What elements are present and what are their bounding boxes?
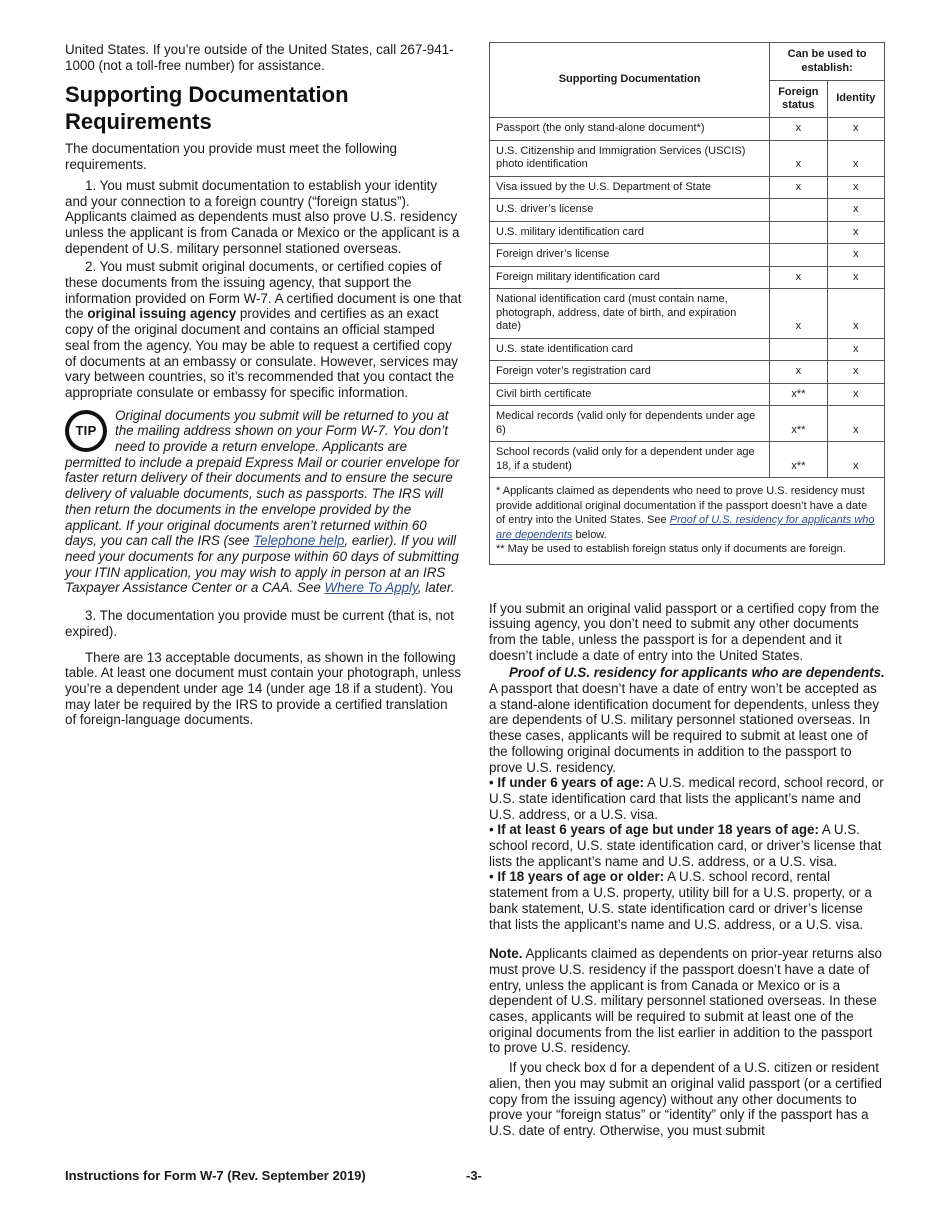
table-row bbox=[490, 289, 885, 339]
footnote-1: * Applicants claimed as dependents who need to prove U.S. residency must provide additional original documentation if the passport doesn’t have a date of entry into the United States. See Proof of U.S. residency for applicants who are dependents below. bbox=[496, 485, 875, 541]
document-name: U.S. Citizenship and Immigration Services (USCIS) photo identification bbox=[490, 140, 770, 176]
document-name: U.S. driver’s license bbox=[490, 199, 770, 222]
identity-mark: x bbox=[827, 338, 884, 361]
identity-mark: x bbox=[827, 221, 884, 244]
identity-mark: x bbox=[827, 289, 884, 339]
left-column bbox=[65, 42, 462, 728]
identity-mark: x bbox=[827, 176, 884, 199]
header-identity: Identity bbox=[827, 81, 884, 118]
requirement-3: 3. The documentation you provide must be current (that is, not expired). bbox=[65, 608, 454, 639]
document-name: U.S. state identification card bbox=[490, 338, 770, 361]
document-name: Foreign driver’s license bbox=[490, 244, 770, 267]
identity-mark: x bbox=[827, 442, 884, 478]
requirement-1: 1. You must submit documentation to establish your identity and your connection to a foreign country (“foreign status”). Applicants claimed as dependents must also prove U.S. residency unless the applicant is from Canada or Mexico or the applicant is a dependent of U.S. military personnel stationed overseas. bbox=[65, 177, 460, 256]
identity-mark: x bbox=[827, 199, 884, 222]
foreign-status-mark: x bbox=[770, 176, 827, 199]
identity-mark: x bbox=[827, 266, 884, 289]
table-row bbox=[490, 361, 885, 384]
foreign-status-mark: x** bbox=[770, 383, 827, 406]
table-row bbox=[490, 383, 885, 406]
foreign-status-mark: x** bbox=[770, 442, 827, 478]
proof-of-residency-link[interactable]: Proof of U.S. residency for applicants who are dependents bbox=[496, 514, 875, 541]
page-number: -3- bbox=[466, 1168, 482, 1183]
right-column bbox=[489, 42, 885, 1139]
proof-residency-paragraph: Proof of U.S. residency for applicants who are dependents. A passport that doesn’t have a date of entry won’t be accepted as a stand-alone identification document for dependents, unless they are dependents of U.S. military personnel stationed overseas. In these cases, applicants will be required to submit at least one of the following original documents in addition to the passport to prove U.S. residency. bbox=[489, 665, 885, 775]
identity-mark: x bbox=[827, 244, 884, 267]
document-name: Civil birth certificate bbox=[490, 383, 770, 406]
passport-paragraph: If you submit an original valid passport or a certified copy from the issuing agency, you don’t need to submit any other documents from the table, unless the passport is for a dependent and it doesn’t include a date of entry into the United States. bbox=[489, 600, 880, 663]
document-name: Visa issued by the U.S. Department of State bbox=[490, 176, 770, 199]
footnote-2: ** May be used to establish foreign status only if documents are foreign. bbox=[496, 543, 846, 555]
acceptable-documents-paragraph: There are 13 acceptable documents, as shown in the following table. At least one document must contain your photograph, unless you’re a dependent under age 14 (under age 18 if a student). You may later be required by the IRS to provide a certified translation of foreign-language documents. bbox=[65, 649, 462, 728]
requirement-2: 2. You must submit original documents, or certified copies of these documents from the issuing agency, that support the information provided on Form W-7. A certified document is one that the original issuing agency provides and certifies as an exact copy of the original document and contains an official stamped seal from the agency. You may be able to request a certified copy of documents at an embassy or consulate. However, services may vary between countries, so it’s recommended that you contact the appropriate consulate or embassy for specific information. bbox=[65, 259, 462, 400]
identity-mark: x bbox=[827, 406, 884, 442]
document-name: National identification card (must contain name, photograph, address, date of birth, and expiration date) bbox=[490, 289, 770, 339]
document-name: Passport (the only stand-alone document*) bbox=[490, 118, 770, 141]
box-d-paragraph: If you check box d for a dependent of a U.S. citizen or resident alien, then you may submit an original valid passport (or a certified copy from the issuing agency) without any other documents to prove your “foreign status” or “identity” only if the passport has a U.S. date of entry. Otherwise, you must submit bbox=[489, 1060, 882, 1138]
bullet-6-to-18: • If at least 6 years of age but under 18 years of age: A U.S. school record, U.S. state identification card, or driver’s license that lists the applicant’s name and U.S. address, or a U.S. visa. bbox=[489, 822, 882, 869]
foreign-status-mark bbox=[770, 244, 827, 267]
identity-mark: x bbox=[827, 118, 884, 141]
foreign-status-mark: x bbox=[770, 140, 827, 176]
foreign-status-mark: x bbox=[770, 361, 827, 384]
table-row bbox=[490, 244, 885, 267]
document-name: School records (valid only for a dependent under age 18, if a student) bbox=[490, 442, 770, 478]
note-paragraph: Note. Applicants claimed as dependents on prior-year returns also must prove U.S. residency if the passport doesn’t have a date of entry, unless the applicant is from Canada or Mexico or is a dependent of U.S. military personnel stationed overseas. In these cases, applicants will be required to submit at least one of the original documents from the list earlier in addition to the passport to prove U.S. residency. bbox=[489, 946, 882, 1056]
section-heading: Supporting Documentation Requirements bbox=[65, 82, 349, 135]
table-row bbox=[490, 406, 885, 442]
intro-text: United States. If you’re outside of the United States, call 267-941-1000 (not a toll-free number) for assistance. bbox=[65, 42, 454, 73]
foreign-status-mark bbox=[770, 338, 827, 361]
header-can-be-used: Can be used to establish: bbox=[770, 43, 885, 81]
document-name: Medical records (valid only for dependents under age 6) bbox=[490, 406, 770, 442]
header-supporting-documentation: Supporting Documentation bbox=[490, 43, 770, 118]
table-row bbox=[490, 338, 885, 361]
document-name: Foreign military identification card bbox=[490, 266, 770, 289]
footer-title: Instructions for Form W-7 (Rev. September 2019) bbox=[65, 1168, 366, 1183]
identity-mark: x bbox=[827, 361, 884, 384]
foreign-status-mark: x bbox=[770, 289, 827, 339]
telephone-help-link[interactable]: Telephone help bbox=[253, 533, 345, 549]
where-to-apply-link[interactable]: Where To Apply bbox=[324, 580, 418, 596]
table-row bbox=[490, 118, 885, 141]
foreign-status-mark bbox=[770, 199, 827, 222]
document-name: Foreign voter’s registration card bbox=[490, 361, 770, 384]
identity-mark: x bbox=[827, 140, 884, 176]
table-row bbox=[490, 221, 885, 244]
proof-residency-heading: Proof of U.S. residency for applicants who are dependents. bbox=[509, 665, 885, 681]
document-name: U.S. military identification card bbox=[490, 221, 770, 244]
table-row bbox=[490, 176, 885, 199]
lead-text: The documentation you provide must meet the following requirements. bbox=[65, 141, 397, 173]
tip-icon: TIP bbox=[65, 410, 107, 452]
table-row bbox=[490, 442, 885, 478]
supporting-documentation-table bbox=[489, 42, 885, 478]
foreign-status-mark: x bbox=[770, 118, 827, 141]
identity-mark: x bbox=[827, 383, 884, 406]
table-row bbox=[490, 140, 885, 176]
header-foreign-status: Foreign status bbox=[770, 81, 827, 118]
bullet-18-plus: • If 18 years of age or older: A U.S. school record, rental statement from a U.S. property, utility bill for a U.S. property, or a bank statement, U.S. state identification card or driver’s license that lists the applicant’s name and U.S. address, or a U.S. visa. bbox=[489, 869, 872, 932]
table-row bbox=[490, 266, 885, 289]
bullet-under-6: • If under 6 years of age: A U.S. medical record, school record, or U.S. state identification card that lists the applicant’s name and U.S. address, or a U.S. visa. bbox=[489, 775, 884, 822]
foreign-status-mark: x** bbox=[770, 406, 827, 442]
foreign-status-mark: x bbox=[770, 266, 827, 289]
tip-box: TIP Original documents you submit will be returned to you at the mailing address shown on your Form W-7. You don’t need to provide a return envelope. Applicants are permitted to include a prepaid Express Mail or courier envelope for faster return delivery of their documents and to ensure the secure delivery of valuable documents, such as passports. The IRS will then return the documents in the envelope provided by the applicant. If your original documents aren’t returned within 60 days, you can call the IRS (see Telephone help, earlier). If you will need your documents for any purpose within 60 days of submitting your ITIN application, you may wish to apply in person at an IRS Taxpayer Assistance Center or a CAA. See Where To Apply, later. bbox=[65, 407, 460, 596]
table-footnotes bbox=[489, 478, 885, 565]
original-issuing-agency-term: original issuing agency bbox=[87, 306, 237, 322]
foreign-status-mark bbox=[770, 221, 827, 244]
table-row bbox=[490, 199, 885, 222]
